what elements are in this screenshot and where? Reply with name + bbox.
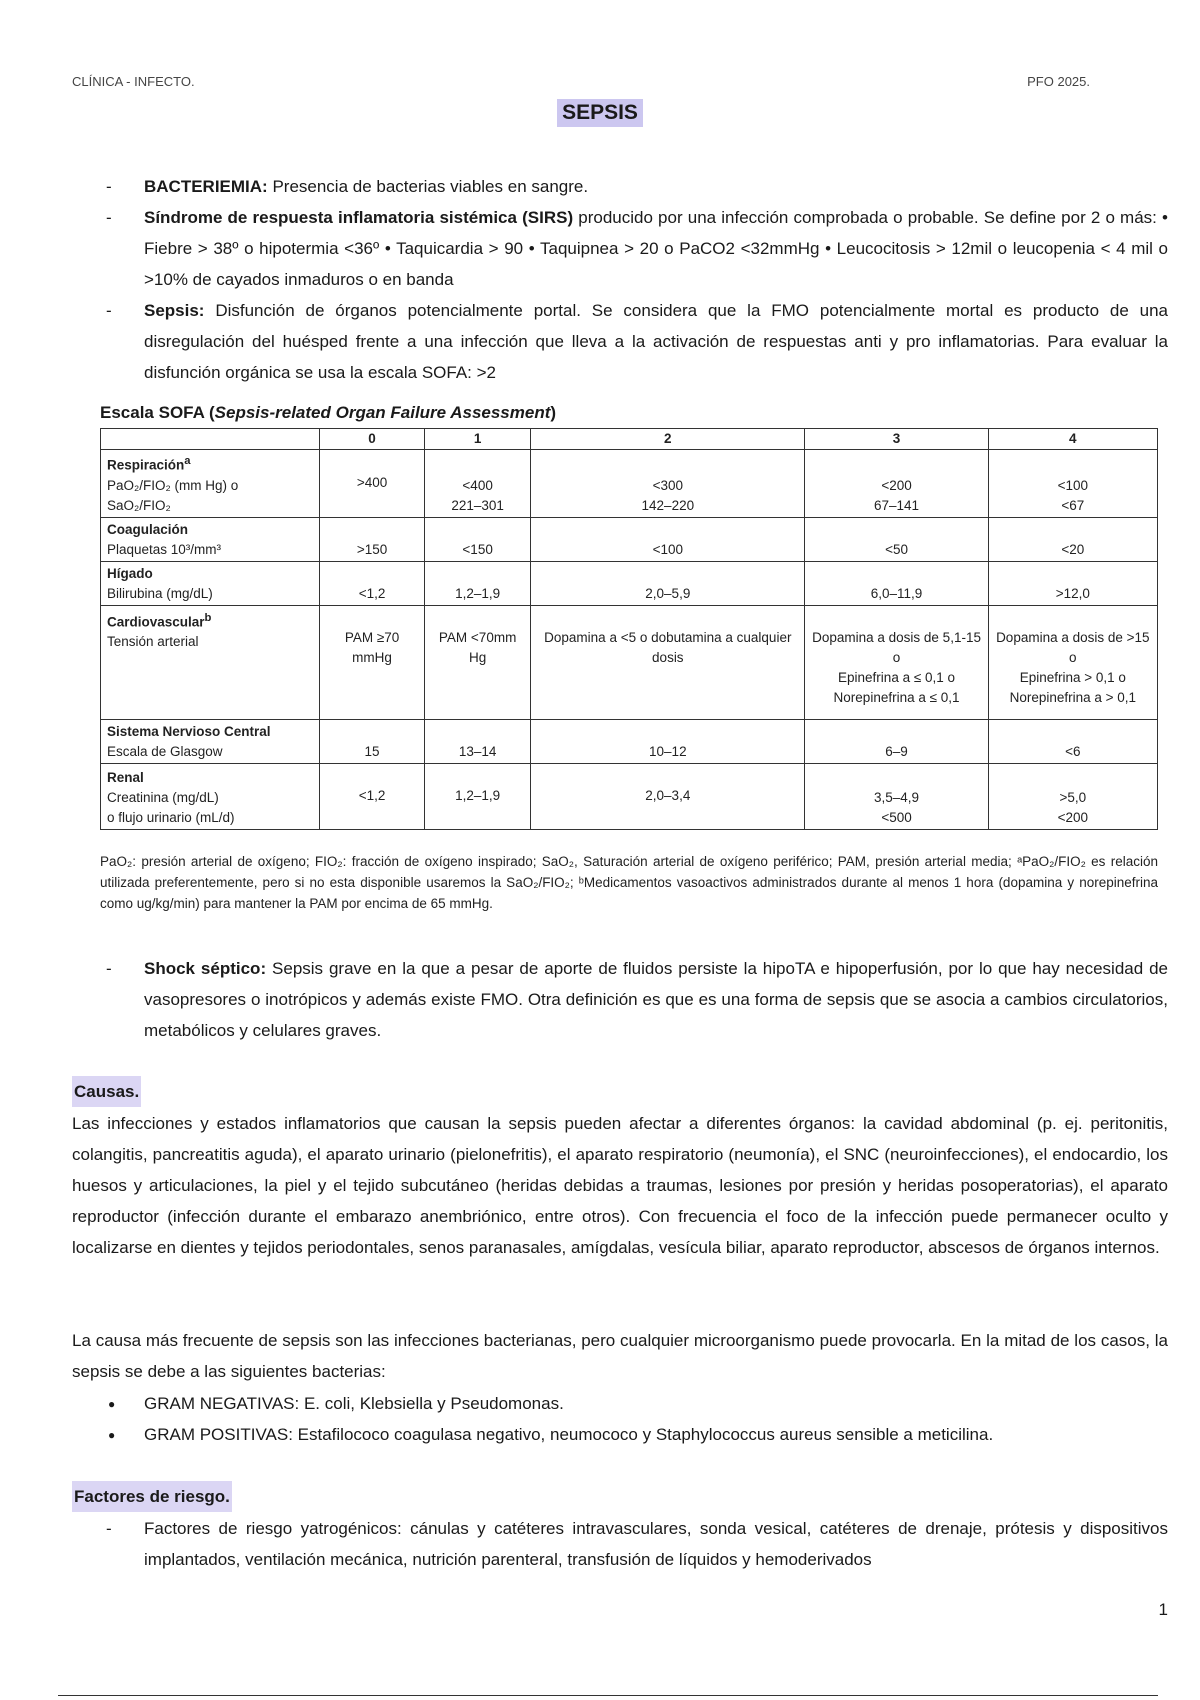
value-cell: 15 xyxy=(320,719,425,763)
column-header: 0 xyxy=(320,429,425,450)
term: BACTERIEMIA: xyxy=(144,177,268,196)
footnote-mark: a xyxy=(184,455,191,467)
value-cell: <150 xyxy=(425,517,531,561)
param-name: Sistema Nervioso Central xyxy=(107,723,271,739)
sofa-footnote: PaO₂: presión arterial de oxígeno; FIO₂: fracción de oxígeno inspirado; SaO₂, Saturación arterial de oxígeno periférico; PAM, presión arterial media; ᵃPaO₂/FIO₂ es relación utilizada preferentemente, pero si no esta disponible usaremos la SaO₂/FIO₂; ᵇMedicamentos vasoactivos administrados durante al menos 1 hora (dopamina y norepinefrina como ug/kg/min) para mantener la PAM por encima de 65 mmHg. xyxy=(100,854,1158,911)
value-cell: <200 67–141 xyxy=(805,450,988,518)
definition-sirs xyxy=(100,202,1168,295)
param-name: Cardiovascular xyxy=(107,614,205,629)
column-header: 3 xyxy=(805,429,988,450)
table-row xyxy=(101,605,1158,719)
value-cell: <1,2 xyxy=(320,763,425,829)
paragraph: La causa más frecuente de sepsis son las infecciones bacterianas, pero cualquier microorganismo puede provocarla. En la mitad de los casos, la sepsis se debe a las siguientes bacterias: xyxy=(72,1331,1168,1381)
param-sub: PaO₂/FIO₂ (mm Hg) o xyxy=(107,477,239,493)
sofa-table xyxy=(100,428,1158,830)
value-cell: >150 xyxy=(320,517,425,561)
table-header-row xyxy=(101,429,1158,450)
param-sub: o flujo urinario (mL/d) xyxy=(107,809,235,825)
bacteria-list xyxy=(100,1388,1168,1450)
sofa-title-italic: Sepsis-related Organ Failure Assessment xyxy=(214,403,551,422)
list-item: ● GRAM NEGATIVAS: E. coli, Klebsiella y Pseudomonas. xyxy=(100,1388,1168,1419)
param-cell xyxy=(101,719,320,763)
value-cell: PAM <70mm Hg xyxy=(425,605,531,719)
factores-list xyxy=(100,1513,1168,1575)
value-cell: <400 221–301 xyxy=(425,450,531,518)
value-cell: 1,2–1,9 xyxy=(425,763,531,829)
value-cell: 13–14 xyxy=(425,719,531,763)
table-row xyxy=(101,719,1158,763)
column-header: 1 xyxy=(425,429,531,450)
definition-text: Disfunción de órganos potencialmente portal. Se considera que la FMO potencialmente mortal es producto de una disregulación del huésped frente a una infección que lleva a la activación de respuestas anti y pro inflamatorias. Para evaluar la disfunción orgánica se usa la escala SOFA: >2 xyxy=(144,301,1168,382)
page-number: 1 xyxy=(1158,1600,1168,1619)
table-row xyxy=(101,561,1158,605)
section-heading-factores: Factores de riesgo. xyxy=(72,1481,232,1512)
paragraph: Las infecciones y estados inflamatorios que causan la sepsis pueden afectar a diferentes órganos: la cavidad abdominal (p. ej. peritonitis, colangitis, pancreatitis aguda), el aparato urinario (pielonefritis), el aparato respiratorio (neumonía), el SNC (neuroinfecciones), el endocardio, los huesos y articulaciones, la piel y el tejido subcutáneo (heridas debidas a traumas, lesiones por presión y heridas posoperatorias), el aparato reproductor (infección durante el embarazo anembriónico, entre otros). Con frecuencia el foco de la infección puede permanecer oculto y localizarse en dientes y tejidos periodontales, senos paranasales, amígdalas, vesícula biliar, aparato reproductor, abscesos de órganos internos. xyxy=(72,1114,1168,1257)
param-cell xyxy=(101,450,320,518)
footer-divider xyxy=(58,1695,1158,1696)
section-heading-causas: Causas. xyxy=(72,1076,141,1107)
term: Síndrome de respuesta inflamatoria sistémica (SIRS) xyxy=(144,208,574,227)
param-cell xyxy=(101,763,320,829)
column-header xyxy=(101,429,320,450)
value-cell: 2,0–3,4 xyxy=(531,763,805,829)
param-cell xyxy=(101,517,320,561)
page-title: SEPSIS xyxy=(557,99,643,127)
value-cell: <20 xyxy=(988,517,1157,561)
value-cell: <6 xyxy=(988,719,1157,763)
value-cell: Dopamina a dosis de >15 o Epinefrina > 0,1 o Norepinefrina a > 0,1 xyxy=(988,605,1157,719)
param-name: Coagulación xyxy=(107,521,189,537)
param-name: Hígado xyxy=(107,565,153,581)
param-name: Respiración xyxy=(107,457,185,473)
table-row xyxy=(101,763,1158,829)
value-cell: 6,0–11,9 xyxy=(805,561,988,605)
list-item: ● GRAM POSITIVAS: Estafilococo coagulasa negativo, neumococo y Staphylococcus aureus sensible a meticilina. xyxy=(100,1419,1168,1450)
param-sub: Tensión arterial xyxy=(107,634,199,649)
definition-bacteriemia xyxy=(100,171,1168,202)
table-row xyxy=(101,517,1158,561)
column-header: 2 xyxy=(531,429,805,450)
value-cell: >5,0 <200 xyxy=(988,763,1157,829)
value-cell: <1,2 xyxy=(320,561,425,605)
value-cell: 10–12 xyxy=(531,719,805,763)
value-cell: Dopamina a dosis de 5,1-15 o Epinefrina a ≤ 0,1 o Norepinefrina a ≤ 0,1 xyxy=(805,605,988,719)
value-cell: >12,0 xyxy=(988,561,1157,605)
param-cell xyxy=(101,561,320,605)
sofa-title-suffix: ) xyxy=(550,403,557,422)
term: Sepsis: xyxy=(144,301,205,320)
sofa-title-prefix: Escala SOFA ( xyxy=(100,403,215,422)
title-container xyxy=(0,99,1200,127)
value-cell: >400 xyxy=(320,450,425,518)
list-item: - Factores de riesgo yatrogénicos: cánulas y catéteres intravasculares, sonda vesical, catéteres de drenaje, prótesis y dispositivos implantados, ventilación mecánica, nutrición parenteral, transfusión de líquidos y hemoderivados xyxy=(100,1513,1168,1575)
definition-sepsis xyxy=(100,295,1168,388)
running-header-right: PFO 2025. xyxy=(1027,74,1090,89)
value-cell: 2,0–5,9 xyxy=(531,561,805,605)
value-cell: Dopamina a <5 o dobutamina a cualquier dosis xyxy=(531,605,805,719)
value-cell: 6–9 xyxy=(805,719,988,763)
definition-shock xyxy=(100,953,1168,1046)
param-sub: SaO₂/FIO₂ xyxy=(107,497,171,513)
param-sub: Bilirubina (mg/dL) xyxy=(107,585,213,601)
running-header-left: CLÍNICA - INFECTO. xyxy=(72,74,195,89)
definition-text: producido por una infección comprobada o probable. Se define por 2 o más: • Fiebre > 38º o hipotermia <36º • Taquicardia > 90 • Taquipnea > 20 o PaCO2 <32mmHg • Leucocitosis > 12mil o leucopenia < 4 mil o >10% de cayados inmaduros o en banda xyxy=(144,208,1168,289)
value-cell: PAM ≥70 mmHg xyxy=(320,605,425,719)
value-cell: 3,5–4,9 <500 xyxy=(805,763,988,829)
definitions-list xyxy=(100,171,1168,388)
definition-text: Presencia de bacterias viables en sangre. xyxy=(267,177,589,196)
value-cell: <100 xyxy=(531,517,805,561)
value-cell: <300 142–220 xyxy=(531,450,805,518)
column-header: 4 xyxy=(988,429,1157,450)
footnote-mark: b xyxy=(204,611,212,624)
param-name: Renal xyxy=(107,769,144,785)
table-row xyxy=(101,450,1158,518)
param-sub: Plaquetas 10³/mm³ xyxy=(107,541,222,557)
shock-list xyxy=(100,953,1168,1046)
term: Shock séptico: xyxy=(144,959,267,978)
param-sub: Creatinina (mg/dL) xyxy=(107,789,219,805)
value-cell: 1,2–1,9 xyxy=(425,561,531,605)
definition-text: Sepsis grave en la que a pesar de aporte de fluidos persiste la hipoTA e hipoperfusión, por lo que hay necesidad de vasopresores o inotrópicos y además existe FMO. Otra definición es que es una forma de sepsis que se asocia a cambios circulatorios, metabólicos y celulares graves. xyxy=(144,959,1168,1040)
sofa-title xyxy=(100,403,556,423)
value-cell: <50 xyxy=(805,517,988,561)
value-cell: <100 <67 xyxy=(988,450,1157,518)
param-sub: Escala de Glasgow xyxy=(107,743,223,759)
param-cell xyxy=(101,605,320,719)
